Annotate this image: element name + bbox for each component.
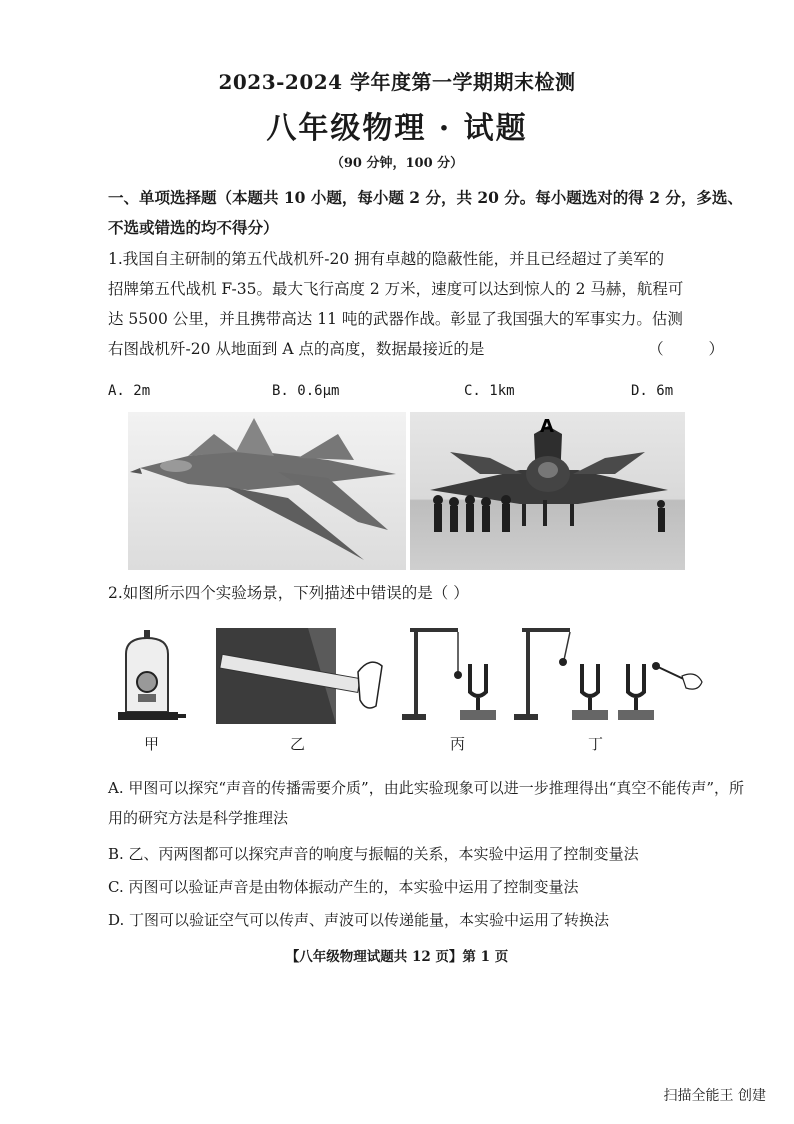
exam-title-line2: 八年级物理 · 试题 — [266, 111, 528, 146]
exam-subtitle: （90 分钟，100 分） — [330, 156, 464, 171]
page-footer: 【八年级物理试题共 12 页】第 1 页 — [285, 949, 509, 965]
q2-option-b: B. 乙、丙两图都可以探究声音的响度与振幅的关系，本实验中运用了控制变量法 — [108, 845, 639, 863]
question-1 — [108, 244, 758, 364]
figure-label-jia: 甲 — [144, 735, 160, 753]
j20-ground-illustration — [410, 412, 685, 570]
experiment-figures — [108, 620, 708, 760]
q1-option-a: A. 2m — [108, 383, 151, 399]
bell-jar-figure — [118, 630, 186, 720]
q1-line-4 — [108, 334, 758, 364]
j20-ground-photo — [410, 412, 685, 570]
scanner-watermark: 扫描全能王 创建 — [663, 1088, 766, 1104]
q2-option-a: A. 甲图可以探究“声音的传播需要介质”，由此实验现象可以进一步推理得出“真空不能传声”，所用的研究方法是科学推理法 — [108, 779, 745, 827]
q2-option-d: D. 丁图可以验证空气可以传声、声波可以传递能量，本实验中运用了转换法 — [108, 911, 610, 929]
q1-line-3: 达 5500 公里，并且携带高达 11 吨的武器作战。彰显了我国强大的军事实力。估测 — [108, 310, 683, 328]
figure-label-ding: 丁 — [588, 735, 604, 753]
point-a-marker: A — [540, 416, 554, 437]
q1-options — [108, 379, 758, 407]
question-2: 2.如图所示四个实验场景，下列描述中错误的是（ ） — [108, 584, 469, 602]
experiment-figures-illustration — [108, 620, 708, 732]
q1-answer-blank: （ ） — [648, 340, 744, 358]
q1-option-b: B. 0.6μm — [272, 383, 340, 399]
q1-option-d: D. 6m — [631, 383, 674, 399]
ruler-table-figure — [216, 628, 382, 724]
q1-line-1: 1.我国自主研制的第五代战机歼-20 拥有卓越的隐蔽性能，并且已经超过了美军的 — [108, 250, 665, 268]
q1-line-2: 招牌第五代战机 F-35。最大飞行高度 2 万米，速度可以达到惊人的 2 马赫，航程可 — [108, 280, 684, 298]
q1-option-c: C. 1km — [464, 383, 515, 399]
q2-option-c: C. 丙图可以验证声音是由物体振动产生的，本实验中运用了控制变量法 — [108, 878, 579, 896]
figure-label-yi: 乙 — [290, 735, 306, 753]
q1-line-4-text: 右图战机歼-20 从地面到 A 点的高度，数据最接近的是 — [108, 340, 485, 358]
two-fork-figure — [514, 628, 702, 720]
figure-label-bing: 丙 — [450, 735, 466, 753]
pendulum-fork-figure — [402, 628, 496, 720]
j20-flight-illustration — [128, 412, 406, 570]
exam-title-line1: 2023-2024 学年度第一学期期末检测 — [218, 70, 576, 94]
j20-flight-photo — [128, 412, 406, 570]
section-heading: 一、单项选择题（本题共 10 小题，每小题 2 分，共 20 分。每小题选对的得 2 分，多选、不选或错选的均不得分） — [108, 188, 743, 237]
